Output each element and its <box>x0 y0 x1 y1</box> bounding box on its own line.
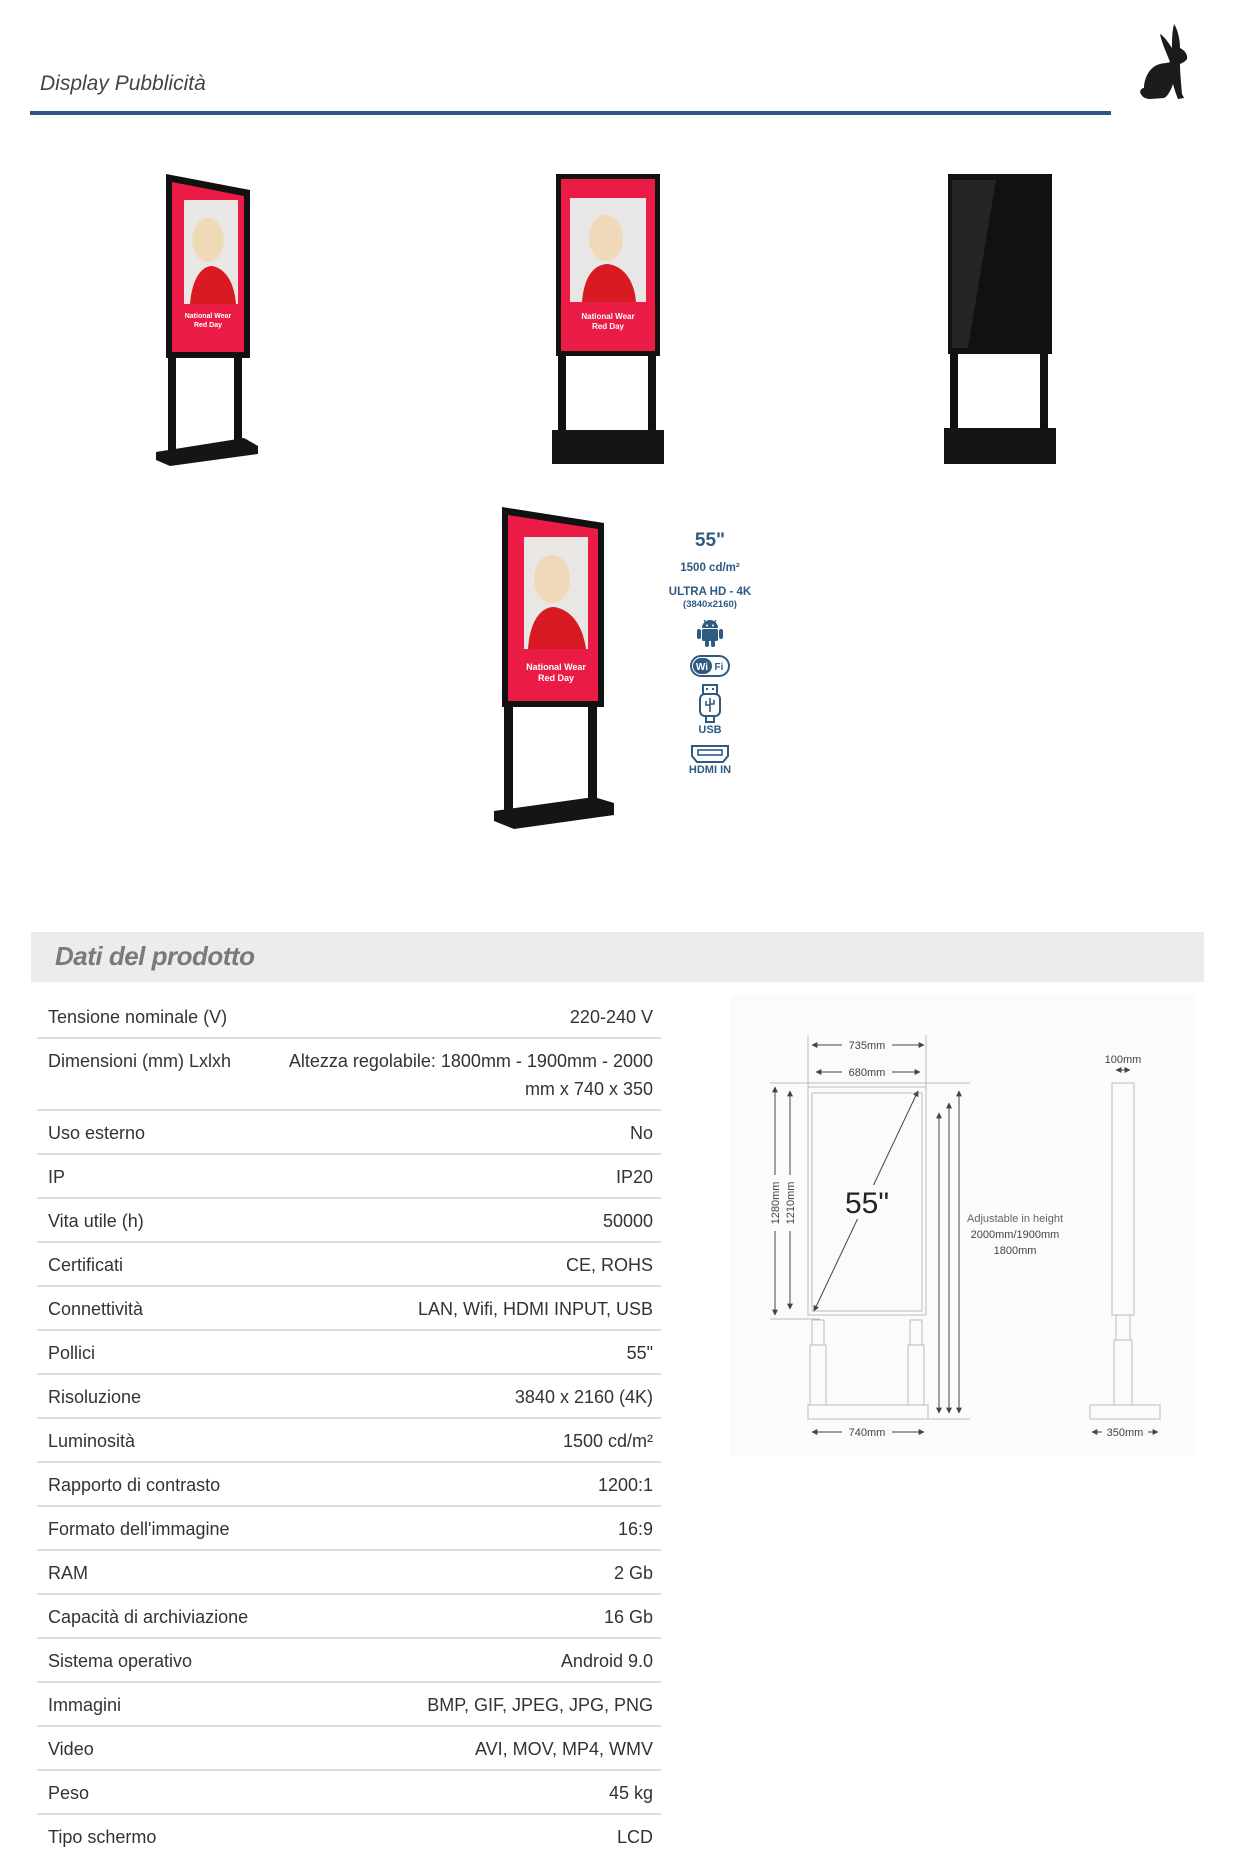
spec-key: Risoluzione <box>48 1387 142 1407</box>
section-title: Dati del prodotto <box>55 941 255 971</box>
spec-key: Certificati <box>48 1255 124 1275</box>
feature-brightness: 1500 cd/m² <box>680 562 740 574</box>
hdmi-icon <box>690 744 730 764</box>
svg-text:National Wear: National Wear <box>581 312 635 321</box>
table-row <box>37 1771 661 1815</box>
svg-text:1800mm: 1800mm <box>993 1245 1037 1257</box>
spec-value: 3840 x 2160 (4K) <box>514 1387 653 1407</box>
table-row <box>37 1507 661 1551</box>
svg-text:National Wear: National Wear <box>184 313 232 320</box>
svg-text:Adjustable in height: Adjustable in height <box>966 1213 1064 1225</box>
spec-key: Peso <box>48 1783 90 1803</box>
svg-text:735mm: 735mm <box>848 1040 886 1052</box>
svg-text:55": 55" <box>844 1187 890 1220</box>
feature-resolution-value: (3840x2160) <box>683 599 737 610</box>
dimension-diagram <box>730 995 1195 1455</box>
spec-value: 55" <box>626 1343 653 1363</box>
table-row <box>37 995 661 1039</box>
android-icon <box>696 618 724 648</box>
spec-value: Altezza regolabile: 1800mm - 1900mm - 2000 mm x 740 x 350 <box>288 1051 653 1099</box>
spec-value: AVI, MOV, MP4, WMV <box>474 1739 653 1759</box>
spec-key: Tipo schermo <box>48 1827 157 1847</box>
product-image-angled-left <box>150 170 270 470</box>
product-image-front-off <box>940 170 1060 470</box>
table-row <box>37 1243 661 1287</box>
table-row <box>37 1727 661 1771</box>
table-row <box>37 1111 661 1155</box>
table-row <box>37 1463 661 1507</box>
spec-key: Tensione nominale (V) <box>48 1007 228 1027</box>
feature-resolution-label: ULTRA HD - 4K <box>668 586 752 598</box>
spec-value: CE, ROHS <box>565 1255 653 1275</box>
feature-size: 55" <box>694 530 726 551</box>
spec-key: IP <box>48 1167 66 1187</box>
header-divider <box>30 111 1111 115</box>
svg-text:1210mm: 1210mm <box>785 1181 797 1225</box>
spec-key: Rapporto di contrasto <box>48 1475 221 1495</box>
table-row <box>37 1683 661 1727</box>
spec-value: IP20 <box>615 1167 653 1187</box>
product-data-header <box>31 932 1204 982</box>
spec-key: RAM <box>48 1563 88 1583</box>
spec-value: 16 Gb <box>603 1607 653 1627</box>
table-row <box>37 1199 661 1243</box>
spec-key: Immagini <box>48 1695 122 1715</box>
table-row <box>37 1595 661 1639</box>
spec-key: Formato dell'immagine <box>48 1519 230 1539</box>
spec-value: 50000 <box>602 1211 653 1231</box>
table-row <box>37 1155 661 1199</box>
spec-key: Capacità di archiviazione <box>48 1607 249 1627</box>
spec-key: Luminosità <box>48 1431 136 1451</box>
product-image-front <box>548 170 668 470</box>
svg-text:350mm: 350mm <box>1106 1427 1144 1439</box>
spec-value: 45 kg <box>608 1783 653 1803</box>
spec-key: Video <box>48 1739 94 1759</box>
product-image-angled-right <box>490 505 630 835</box>
table-row <box>37 1639 661 1683</box>
svg-text:Red Day: Red Day <box>591 322 625 331</box>
svg-text:Fi: Fi <box>714 662 724 673</box>
svg-text:1280mm: 1280mm <box>770 1181 782 1225</box>
svg-text:Red Day: Red Day <box>193 322 223 329</box>
svg-text:Wi: Wi <box>695 662 709 673</box>
spec-key: Connettività <box>48 1299 144 1319</box>
rabbit-logo-icon <box>1138 22 1206 102</box>
spec-value: 16:9 <box>617 1519 653 1539</box>
spec-key: Sistema operativo <box>48 1651 193 1671</box>
spec-value: 2 Gb <box>613 1563 653 1583</box>
wifi-icon <box>690 654 730 678</box>
table-row <box>37 1375 661 1419</box>
page-title: Display Pubblicità <box>40 72 206 95</box>
spec-value: 1500 cd/m² <box>562 1431 653 1451</box>
spec-value: Android 9.0 <box>560 1651 653 1671</box>
table-row <box>37 1287 661 1331</box>
table-row <box>37 1331 661 1375</box>
usb-icon <box>697 684 723 724</box>
spec-key: Vita utile (h) <box>48 1211 144 1231</box>
table-row <box>37 1419 661 1463</box>
svg-text:2000mm/1900mm: 2000mm/1900mm <box>970 1229 1060 1241</box>
svg-text:740mm: 740mm <box>848 1427 886 1439</box>
svg-text:100mm: 100mm <box>1104 1054 1142 1066</box>
feature-highlights <box>650 530 770 776</box>
hdmi-label: HDMI IN <box>688 764 732 776</box>
spec-value: BMP, GIF, JPEG, JPG, PNG <box>427 1695 653 1715</box>
spec-key: Uso esterno <box>48 1123 146 1143</box>
spec-value: 220-240 V <box>569 1007 653 1027</box>
table-row <box>37 1551 661 1595</box>
usb-label: USB <box>698 724 722 736</box>
table-row <box>37 1039 661 1111</box>
spec-key: Pollici <box>48 1343 96 1363</box>
spec-value: LAN, Wifi, HDMI INPUT, USB <box>417 1299 653 1319</box>
svg-text:680mm: 680mm <box>848 1067 886 1079</box>
spec-value: 1200:1 <box>597 1475 653 1495</box>
spec-key: Dimensioni (mm) Lxlxh <box>48 1051 232 1071</box>
svg-text:National Wear: National Wear <box>526 662 586 672</box>
spec-value: No <box>629 1123 653 1143</box>
table-row <box>37 1815 661 1857</box>
svg-text:Red Day: Red Day <box>537 673 575 683</box>
spec-value: LCD <box>616 1827 653 1847</box>
spec-table <box>37 995 661 1857</box>
